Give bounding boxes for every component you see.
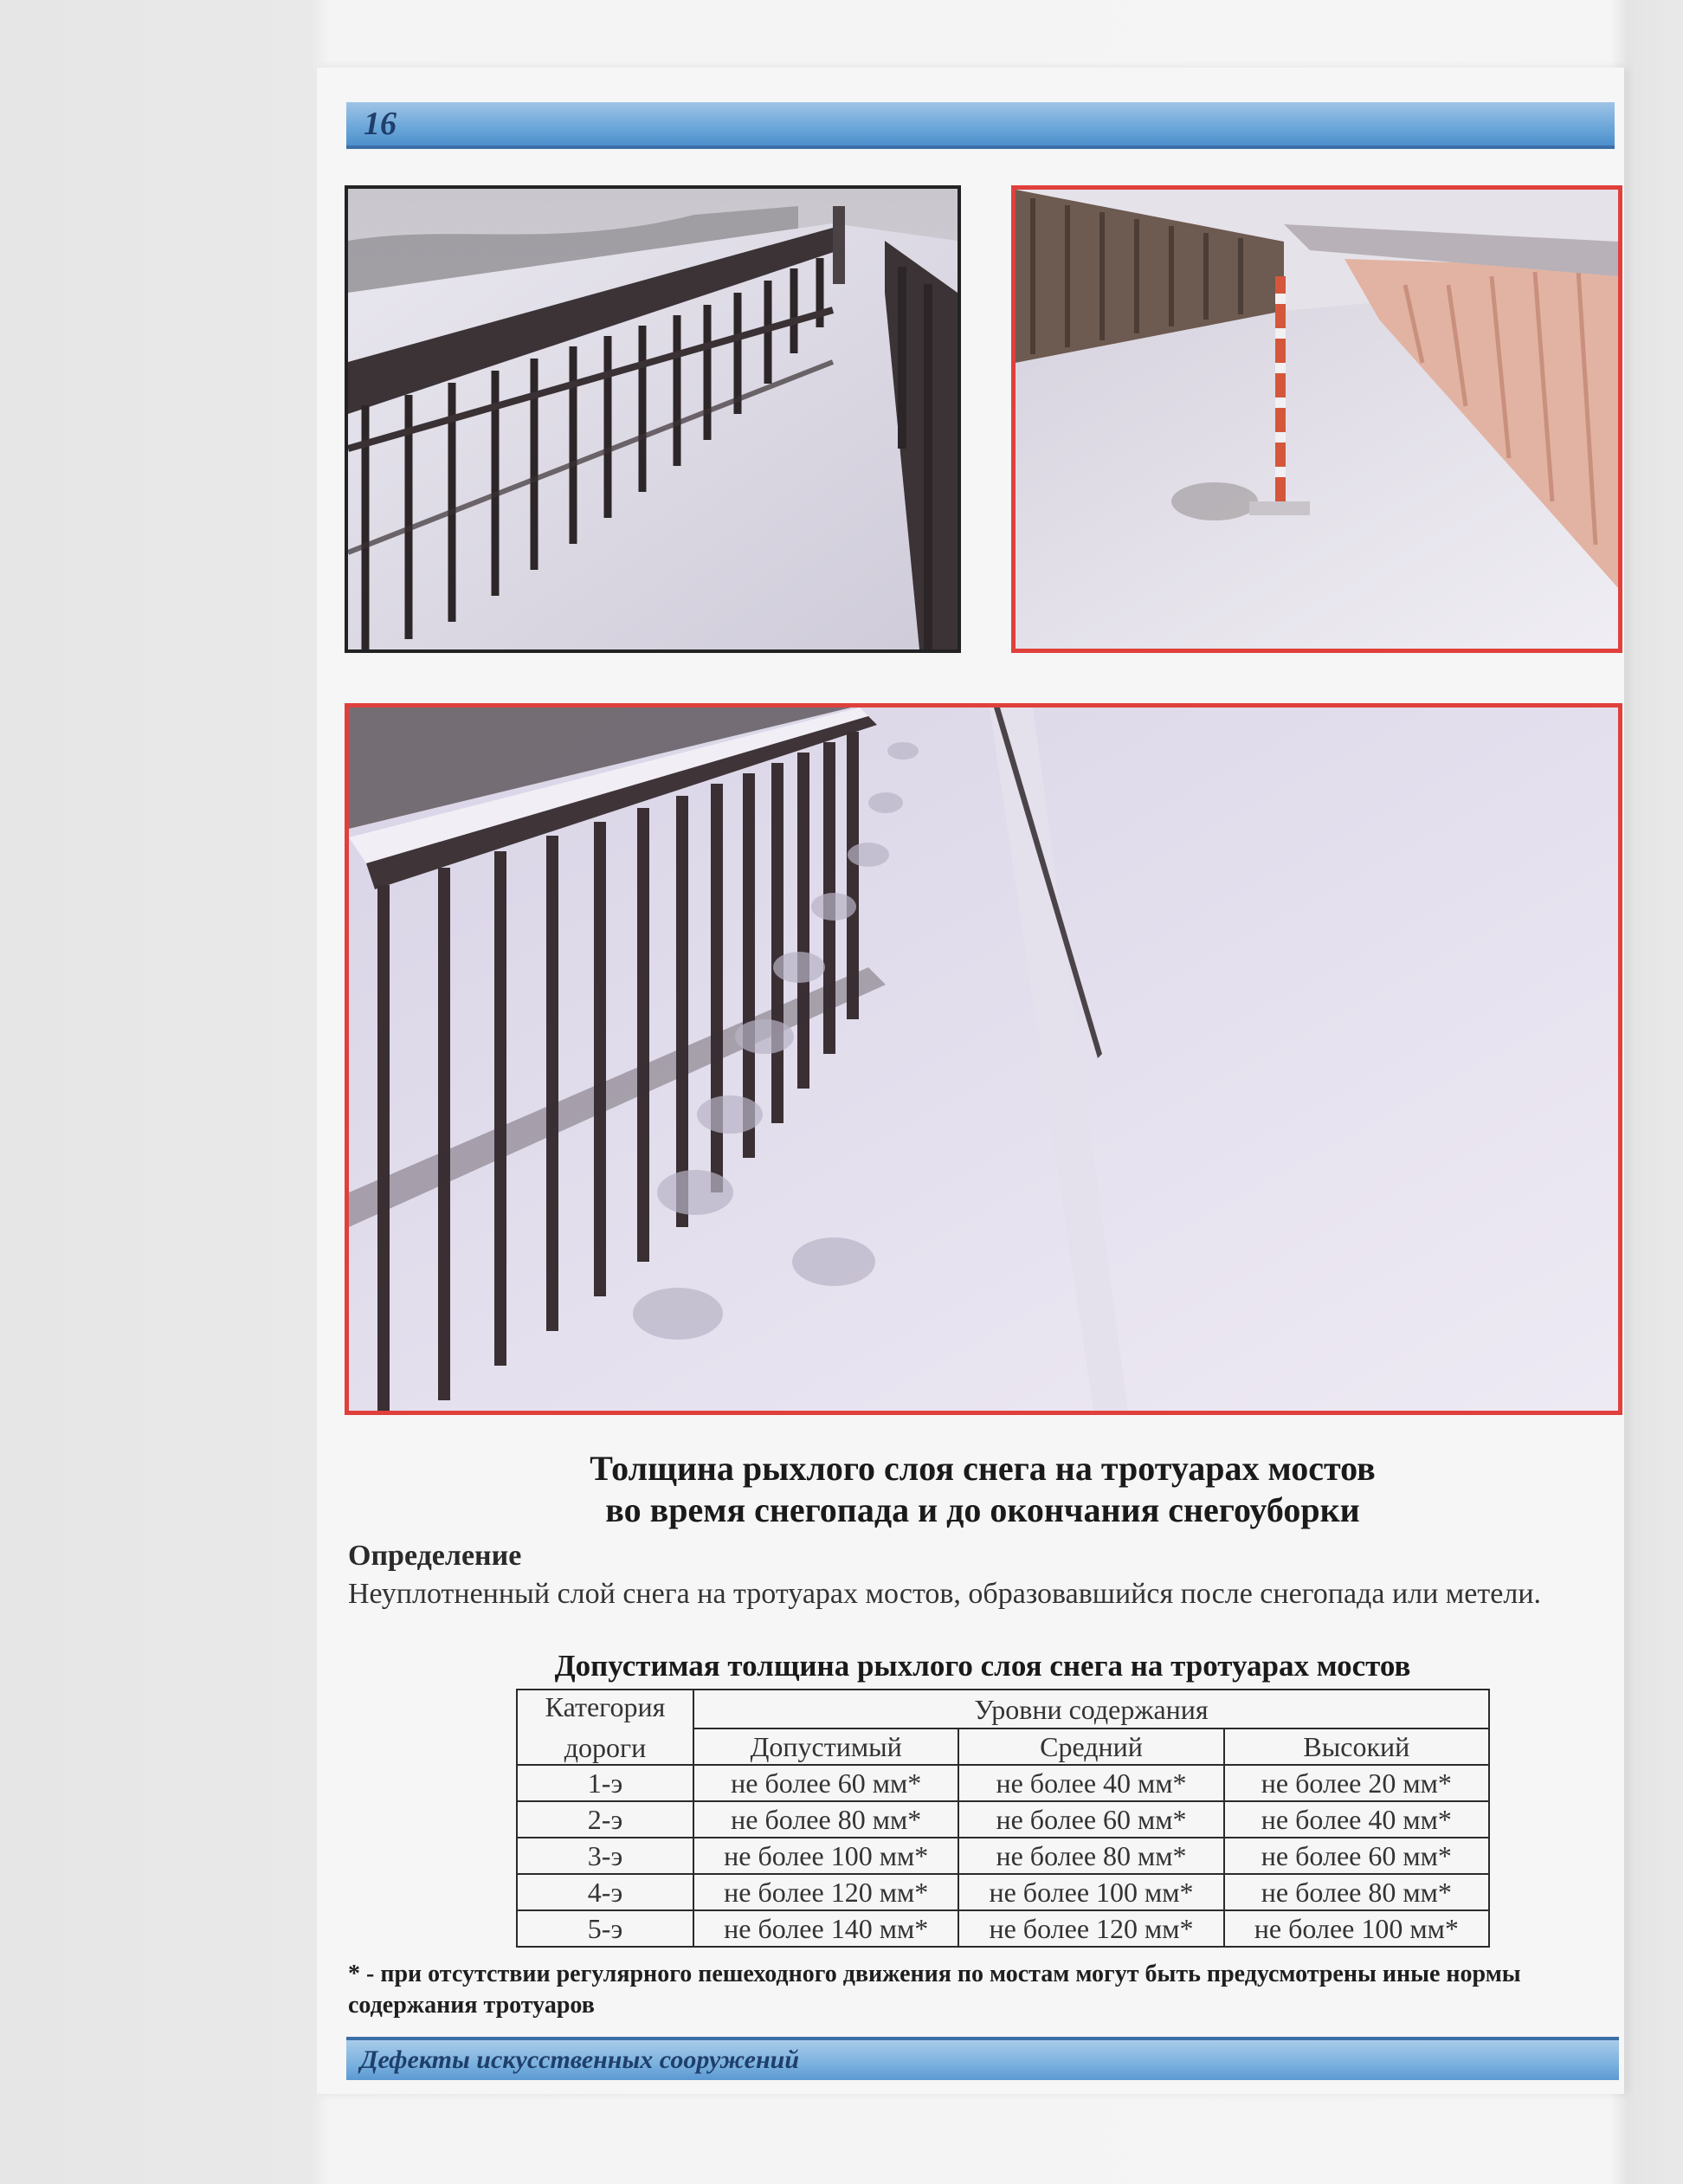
table-caption: Допустимая толщина рыхлого слоя снега на тротуарах мостов <box>554 1649 1411 1683</box>
header-band <box>346 102 1615 145</box>
photo-snow-depth-pole <box>1011 185 1622 653</box>
definition-heading: Определение <box>348 1540 522 1572</box>
table-cell: не более 80 мм* <box>693 1801 958 1838</box>
table-header-row <box>517 1690 1489 1728</box>
column-header: Допустимый <box>693 1728 958 1765</box>
snow-depth-measuring-pole-photo-icon <box>1016 190 1618 649</box>
row-category: 1-э <box>517 1765 693 1801</box>
row-category: 2-э <box>517 1801 693 1838</box>
section-title <box>346 1448 1619 1531</box>
column-header: Высокий <box>1224 1728 1489 1765</box>
table-cell: не более 40 мм* <box>958 1765 1223 1801</box>
row-category: 4-э <box>517 1874 693 1910</box>
snow-thickness-table <box>516 1689 1490 1948</box>
table-row <box>517 1838 1489 1874</box>
table-cell: не более 100 мм* <box>1224 1910 1489 1947</box>
table-cell: не более 20 мм* <box>1224 1765 1489 1801</box>
table-cell: не более 60 мм* <box>1224 1838 1489 1874</box>
table-cell: не более 80 мм* <box>1224 1874 1489 1910</box>
snowy-bridge-railing-photo-icon <box>348 189 958 649</box>
table-subheader-row <box>517 1728 1489 1765</box>
photo-bridge-railing <box>345 185 961 653</box>
row-category: 3-э <box>517 1838 693 1874</box>
definition-text: Неуплотненный слой снега на тротуарах мостов, образовавшийся после снегопада или метели. <box>348 1578 1542 1610</box>
table-cell: не более 100 мм* <box>958 1874 1223 1910</box>
table-cell: не более 120 мм* <box>958 1910 1223 1947</box>
table-row <box>517 1910 1489 1947</box>
footprints-in-snow-on-sidewalk-photo-icon <box>349 708 1618 1411</box>
header-category-top: Категория <box>517 1690 693 1728</box>
photo-footprints-sidewalk <box>345 703 1622 1415</box>
row-category: 5-э <box>517 1910 693 1947</box>
table-cell: не более 60 мм* <box>693 1765 958 1801</box>
table-row <box>517 1801 1489 1838</box>
table-cell: не более 80 мм* <box>958 1838 1223 1874</box>
section-title-line2: во время снегопада и до окончания снегоуборки <box>605 1490 1360 1529</box>
table-row <box>517 1874 1489 1910</box>
column-header: Средний <box>958 1728 1223 1765</box>
table-row <box>517 1765 1489 1801</box>
table-cell: не более 140 мм* <box>693 1910 958 1947</box>
header-category-bottom: дороги <box>517 1728 693 1765</box>
table-cell: не более 40 мм* <box>1224 1801 1489 1838</box>
footnote: * - при отсутствии регулярного пешеходного движения по мостам могут быть предусмотрены иные нормы содержания тротуаров <box>348 1961 1521 2019</box>
table-cell: не более 60 мм* <box>958 1801 1223 1838</box>
footer-text: Дефекты искусственных сооружений <box>360 2045 800 2074</box>
section-title-line1: Толщина рыхлого слоя снега на тротуарах мостов <box>590 1449 1376 1488</box>
table-cell: не более 100 мм* <box>693 1838 958 1874</box>
page-number: 16 <box>364 106 397 142</box>
table-cell: не более 120 мм* <box>693 1874 958 1910</box>
header-levels: Уровни содержания <box>693 1690 1489 1728</box>
